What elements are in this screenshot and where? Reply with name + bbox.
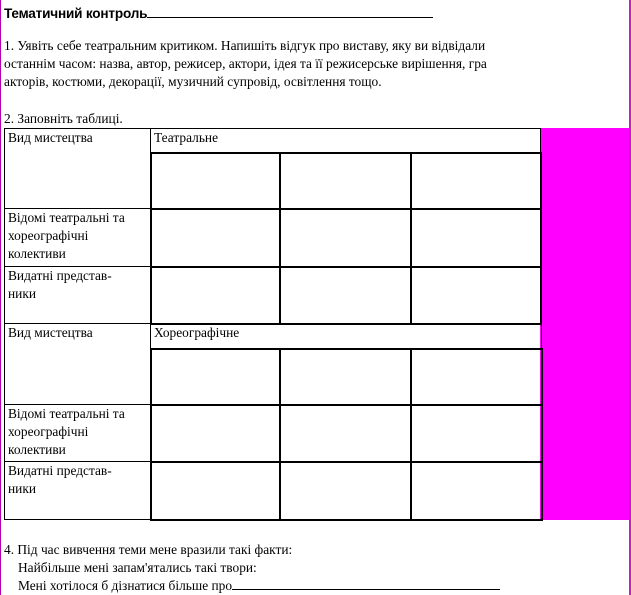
fill-cell[interactable] [411, 267, 541, 324]
page-border-left [0, 0, 1, 595]
fill-cell[interactable] [280, 267, 411, 324]
representatives-label-cell: Видатні представ- ники [5, 267, 151, 324]
task1-line1: 1. Уявіть себе театральним критиком. Напишіть відгук про виставу, яку ви відвідали [4, 38, 486, 53]
task1-line2: останнім часом: назва, автор, режисер, актори, ідея та її режисерське вирішення, гра [4, 56, 487, 71]
table-theatre [4, 128, 542, 325]
fill-cell[interactable] [151, 405, 280, 462]
fill-cell[interactable] [280, 349, 411, 405]
fill-cell[interactable] [280, 462, 411, 520]
representatives-label-cell: Видатні представ- ники [5, 462, 151, 520]
magenta-side-panel [540, 128, 629, 520]
fill-cell[interactable] [411, 462, 542, 520]
type-value-cell: Хореографічне [151, 324, 542, 349]
type-label-cell: Вид мистецтва [5, 324, 151, 405]
task4-line3: Мені хотілося б дізнатися більше про [18, 577, 500, 595]
fill-cell[interactable] [411, 349, 542, 405]
collectives-label-cell: Відомі театральні та хореографічні колективи [5, 209, 151, 267]
page-title: Тематичний контроль [4, 5, 433, 21]
task4-line2: Найбільше мені запам'ятались такі твори: [18, 560, 257, 575]
task1-line3: акторів, костюми, декорації, музичний супровід, освітлення тощо. [4, 74, 382, 89]
fill-cell[interactable] [411, 153, 541, 209]
table-choreography [4, 323, 543, 521]
task2-heading: 2. Заповніть таблиці. [4, 111, 123, 126]
fill-cell[interactable] [151, 267, 280, 324]
fill-cell[interactable] [280, 153, 411, 209]
fill-cell[interactable] [280, 405, 411, 462]
answer-underline[interactable] [232, 577, 500, 590]
title-underline [147, 5, 433, 18]
fill-cell[interactable] [411, 405, 542, 462]
collectives-label-cell: Відомі театральні та хореографічні колективи [5, 405, 151, 462]
type-value-cell: Театральне [151, 129, 541, 153]
fill-cell[interactable] [411, 209, 541, 267]
fill-cell[interactable] [151, 209, 280, 267]
fill-cell[interactable] [151, 349, 280, 405]
fill-cell[interactable] [280, 209, 411, 267]
task4-line1: 4. Під час вивчення теми мене вразили такі факти: [4, 542, 293, 557]
fill-cell[interactable] [151, 462, 280, 520]
fill-cell[interactable] [151, 153, 280, 209]
type-label-cell: Вид мистецтва [5, 129, 151, 209]
